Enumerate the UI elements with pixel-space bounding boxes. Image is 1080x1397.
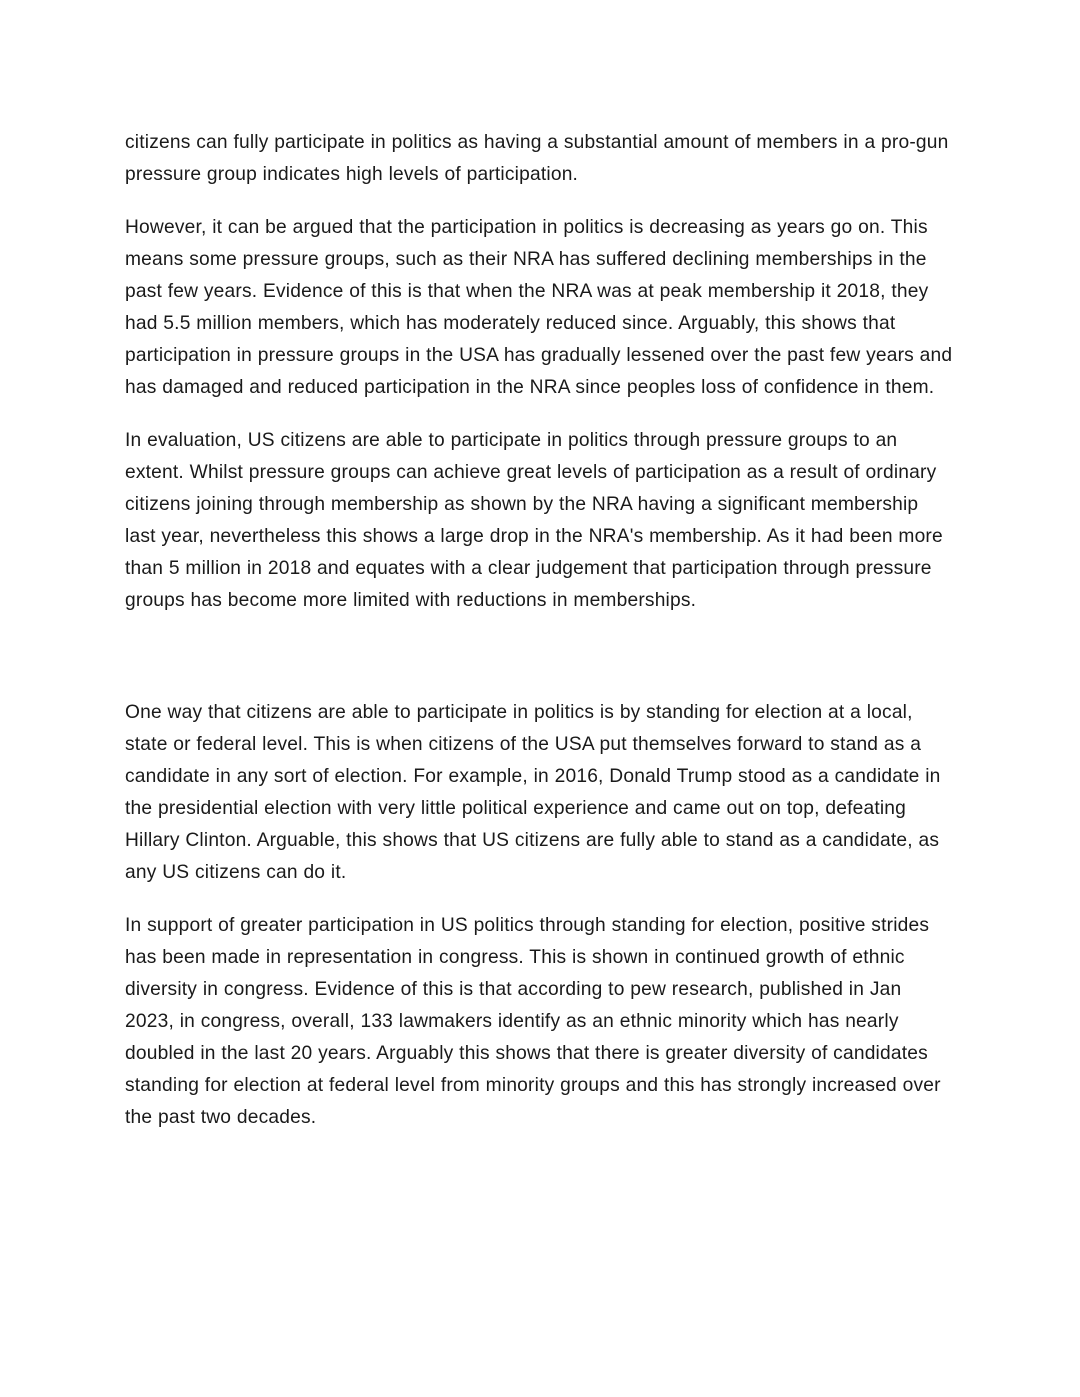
paragraph-declining-nra-membership: However, it can be argued that the participation in politics is decreasing as years go on. This means some pressure groups, such as their NRA has suffered declining memberships in the past few years. Evidence of this is that when the NRA was at peak membership it 2018, they had 5.5 million members, which has moderately reduced since. Arguably, this shows that participation in pressure groups in the USA has gradually lessened over the past few years and has damaged and reduced participation in the NRA since peoples loss of confidence in them.: [125, 217, 958, 398]
paragraph-pressure-group-participation: citizens can fully participate in politics as having a substantial amount of members in a pro-gun pressure group indicates high levels of participation.: [125, 132, 955, 185]
paragraph-congress-ethnic-diversity: In support of greater participation in US politics through standing for election, positive strides has been made in representation in congress. This is shown in continued growth of ethnic diversity in congress. Evidence of this is that according to pew research, published in Jan 2023, in congress, overall, 133 lawmakers identify as an ethnic minority which has nearly doubled in the last 20 years. Arguably this shows that there is greater diversity of candidates standing for election at federal level from minority groups and this has strongly increased over the past two decades.: [125, 915, 947, 1128]
paragraph-standing-for-election: One way that citizens are able to participate in politics is by standing for election at a local, state or federal level. This is when citizens of the USA put themselves forward to stand as a candidate in any sort of election. For example, in 2016, Donald Trump stood as a candidate in the presidential election with very little political experience and came out on top, defeating Hillary Clinton. Arguable, this shows that US citizens are fully able to stand as a candidate, as any US citizens can do it.: [125, 702, 947, 883]
document-text-body: [125, 127, 958, 1134]
paragraph-evaluation-pressure-groups: In evaluation, US citizens are able to participate in politics through pressure groups to an extent. Whilst pressure groups can achieve great levels of participation as a result of ordinary citizens joining through membership as shown by the NRA having a significant membership last year, nevertheless this shows a large drop in the NRA's membership. As it had been more than 5 million in 2018 and equates with a clear judgement that participation through pressure groups has become more limited with reductions in memberships.: [125, 430, 949, 611]
